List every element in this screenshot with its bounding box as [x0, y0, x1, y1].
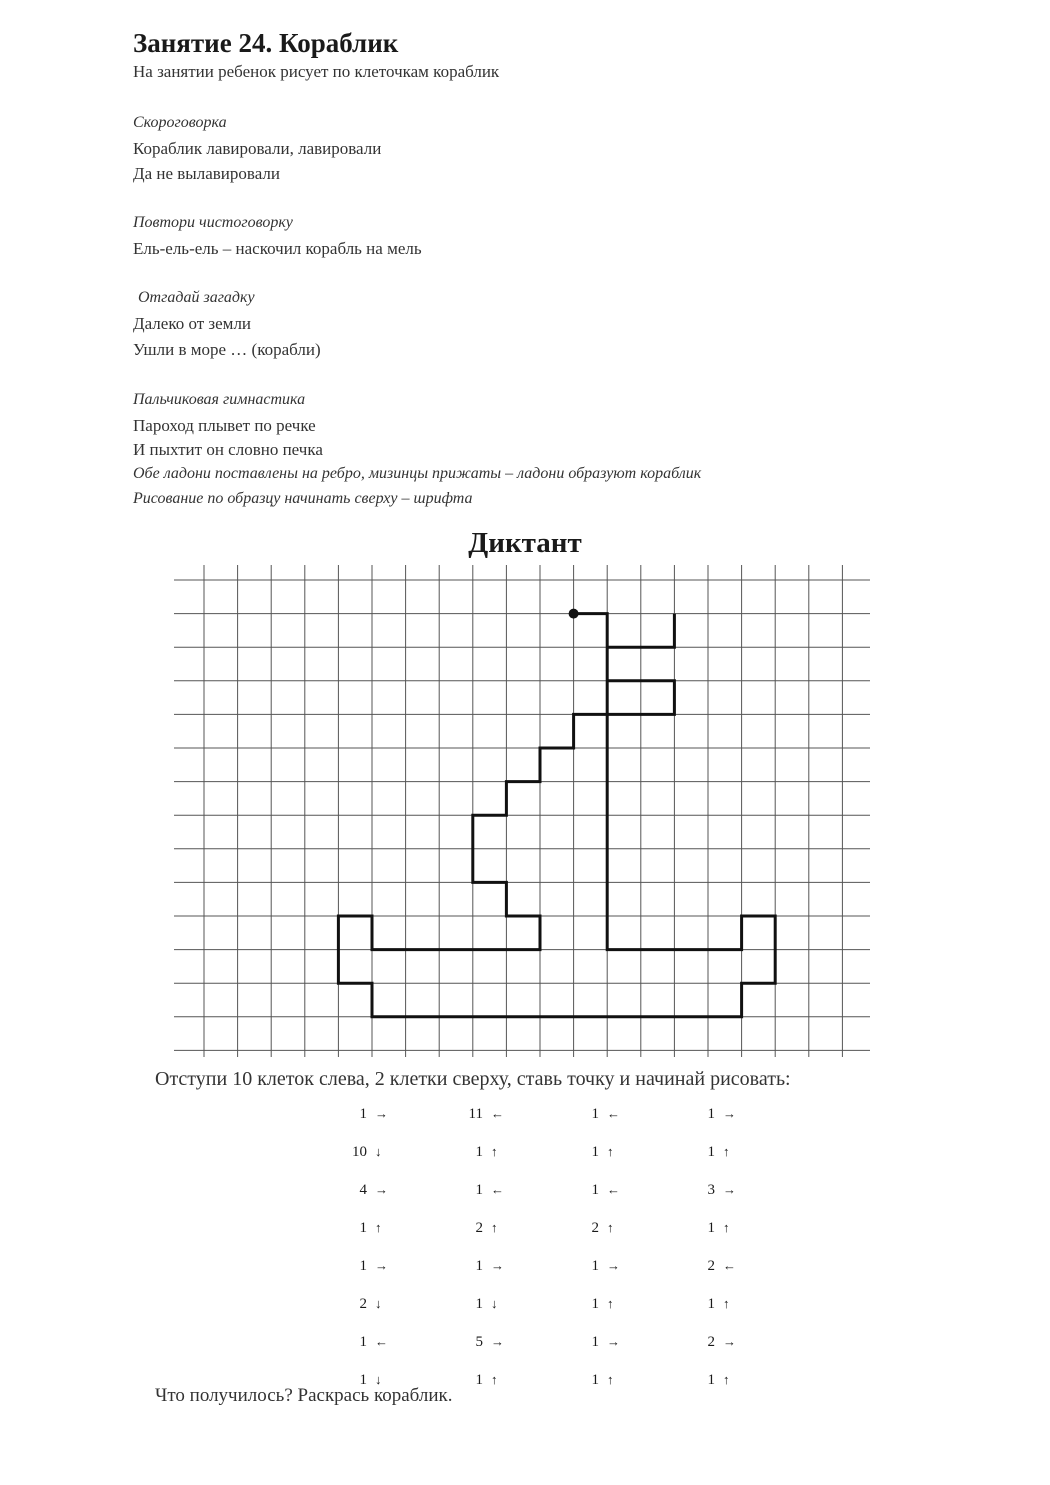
direction-arrow-icon: ← — [607, 1106, 620, 1121]
direction-arrow-icon: ↑ — [607, 1296, 614, 1311]
direction-arrow-icon: ↑ — [607, 1144, 614, 1159]
dictation-row — [325, 1133, 789, 1171]
direction-arrow-icon: ↑ — [375, 1220, 382, 1235]
step-count: 1 — [707, 1295, 715, 1312]
direction-arrow-icon: → — [491, 1258, 504, 1273]
step-count: 2 — [475, 1219, 483, 1236]
step-count: 2 — [591, 1219, 599, 1236]
direction-arrow-icon: → — [607, 1258, 620, 1273]
direction-arrow-icon: → — [723, 1106, 736, 1121]
section-line: Кораблик лавировали, лавировали — [133, 139, 382, 158]
step-count: 5 — [475, 1333, 483, 1350]
lesson-subtitle: На занятии ребенок рисует по клеточкам кораблик — [133, 62, 500, 81]
step-count: 1 — [707, 1219, 715, 1236]
direction-arrow-icon: ← — [491, 1182, 504, 1197]
step-count: 1 — [359, 1257, 367, 1274]
step-count: 1 — [475, 1257, 483, 1274]
step-count: 1 — [475, 1295, 483, 1312]
section-line: Пароход плывет по речке — [133, 416, 316, 435]
step-count: 1 — [475, 1371, 483, 1388]
note-line: Рисование по образцу начинать сверху – шрифта — [133, 490, 473, 507]
direction-arrow-icon: → — [491, 1334, 504, 1349]
step-count: 1 — [359, 1219, 367, 1236]
step-count: 1 — [359, 1333, 367, 1350]
direction-arrow-icon: ↑ — [607, 1372, 614, 1387]
section-heading: Отгадай загадку — [138, 289, 255, 306]
step-count: 1 — [707, 1143, 715, 1160]
direction-arrow-icon: ↑ — [491, 1220, 498, 1235]
step-count: 1 — [359, 1105, 367, 1122]
direction-arrow-icon: → — [375, 1106, 388, 1121]
section-heading: Скороговорка — [133, 114, 227, 131]
direction-arrow-icon: ← — [491, 1106, 504, 1121]
step-count: 1 — [591, 1143, 599, 1160]
direction-arrow-icon: ← — [375, 1334, 388, 1349]
start-point — [569, 609, 579, 619]
step-count: 1 — [707, 1371, 715, 1388]
direction-arrow-icon: ↑ — [723, 1144, 730, 1159]
step-count: 2 — [707, 1257, 715, 1274]
note-line: Обе ладони поставлены на ребро, мизинцы прижаты – ладони образуют кораблик — [133, 465, 702, 482]
section-line: И пыхтит он словно печка — [133, 440, 323, 459]
direction-arrow-icon: → — [607, 1334, 620, 1349]
dictation-row — [325, 1171, 789, 1209]
footer-question: Что получилось? Раскрась кораблик. — [155, 1385, 453, 1406]
dictation-instruction: Отступи 10 клеток слева, 2 клетки сверху, ставь точку и начинай рисовать: — [155, 1068, 791, 1090]
direction-arrow-icon: ↓ — [375, 1296, 382, 1311]
step-count: 1 — [591, 1105, 599, 1122]
direction-arrow-icon: ↑ — [723, 1220, 730, 1235]
step-count: 2 — [359, 1295, 367, 1312]
section-line: Далеко от земли — [133, 314, 252, 333]
step-count: 1 — [707, 1105, 715, 1122]
section-heading: Пальчиковая гимнастика — [133, 391, 306, 408]
step-count: 1 — [475, 1181, 483, 1198]
direction-arrow-icon: ↑ — [723, 1372, 730, 1387]
step-count: 10 — [352, 1143, 367, 1160]
dictation-row — [325, 1247, 789, 1285]
step-count: 1 — [475, 1143, 483, 1160]
step-count: 4 — [359, 1181, 367, 1198]
step-count: 1 — [591, 1295, 599, 1312]
drawing-grid — [170, 565, 870, 1057]
direction-arrow-icon: ↑ — [491, 1144, 498, 1159]
step-count: 1 — [359, 1371, 367, 1388]
dictation-row — [325, 1323, 789, 1361]
dictation-row — [325, 1209, 789, 1247]
step-count: 1 — [591, 1257, 599, 1274]
direction-arrow-icon: ↓ — [491, 1296, 498, 1311]
step-count: 2 — [707, 1333, 715, 1350]
step-count: 11 — [468, 1105, 483, 1122]
step-count: 1 — [591, 1333, 599, 1350]
direction-arrow-icon: ↑ — [607, 1220, 614, 1235]
direction-arrow-icon: → — [375, 1258, 388, 1273]
direction-arrow-icon: ↓ — [375, 1144, 382, 1159]
direction-arrow-icon: → — [723, 1182, 736, 1197]
section-heading: Повтори чистоговорку — [133, 214, 293, 231]
direction-arrow-icon: ← — [607, 1182, 620, 1197]
dictation-row — [325, 1095, 789, 1133]
direction-arrow-icon: ↑ — [491, 1372, 498, 1387]
step-count: 1 — [591, 1371, 599, 1388]
direction-arrow-icon: ↓ — [375, 1372, 382, 1387]
dictation-steps-table — [325, 1095, 789, 1399]
section-line: Ушли в море … (корабли) — [133, 340, 321, 359]
step-count: 3 — [707, 1181, 715, 1198]
direction-arrow-icon: ↑ — [723, 1296, 730, 1311]
dictation-row — [325, 1285, 789, 1323]
direction-arrow-icon: ← — [723, 1258, 736, 1273]
dictation-title: Диктант — [468, 527, 582, 559]
step-count: 1 — [591, 1181, 599, 1198]
section-line: Да не вылавировали — [133, 164, 280, 183]
section-line: Ель-ель-ель – наскочил корабль на мель — [133, 239, 422, 258]
direction-arrow-icon: → — [375, 1182, 388, 1197]
lesson-title: Занятие 24. Кораблик — [133, 28, 399, 58]
direction-arrow-icon: → — [723, 1334, 736, 1349]
